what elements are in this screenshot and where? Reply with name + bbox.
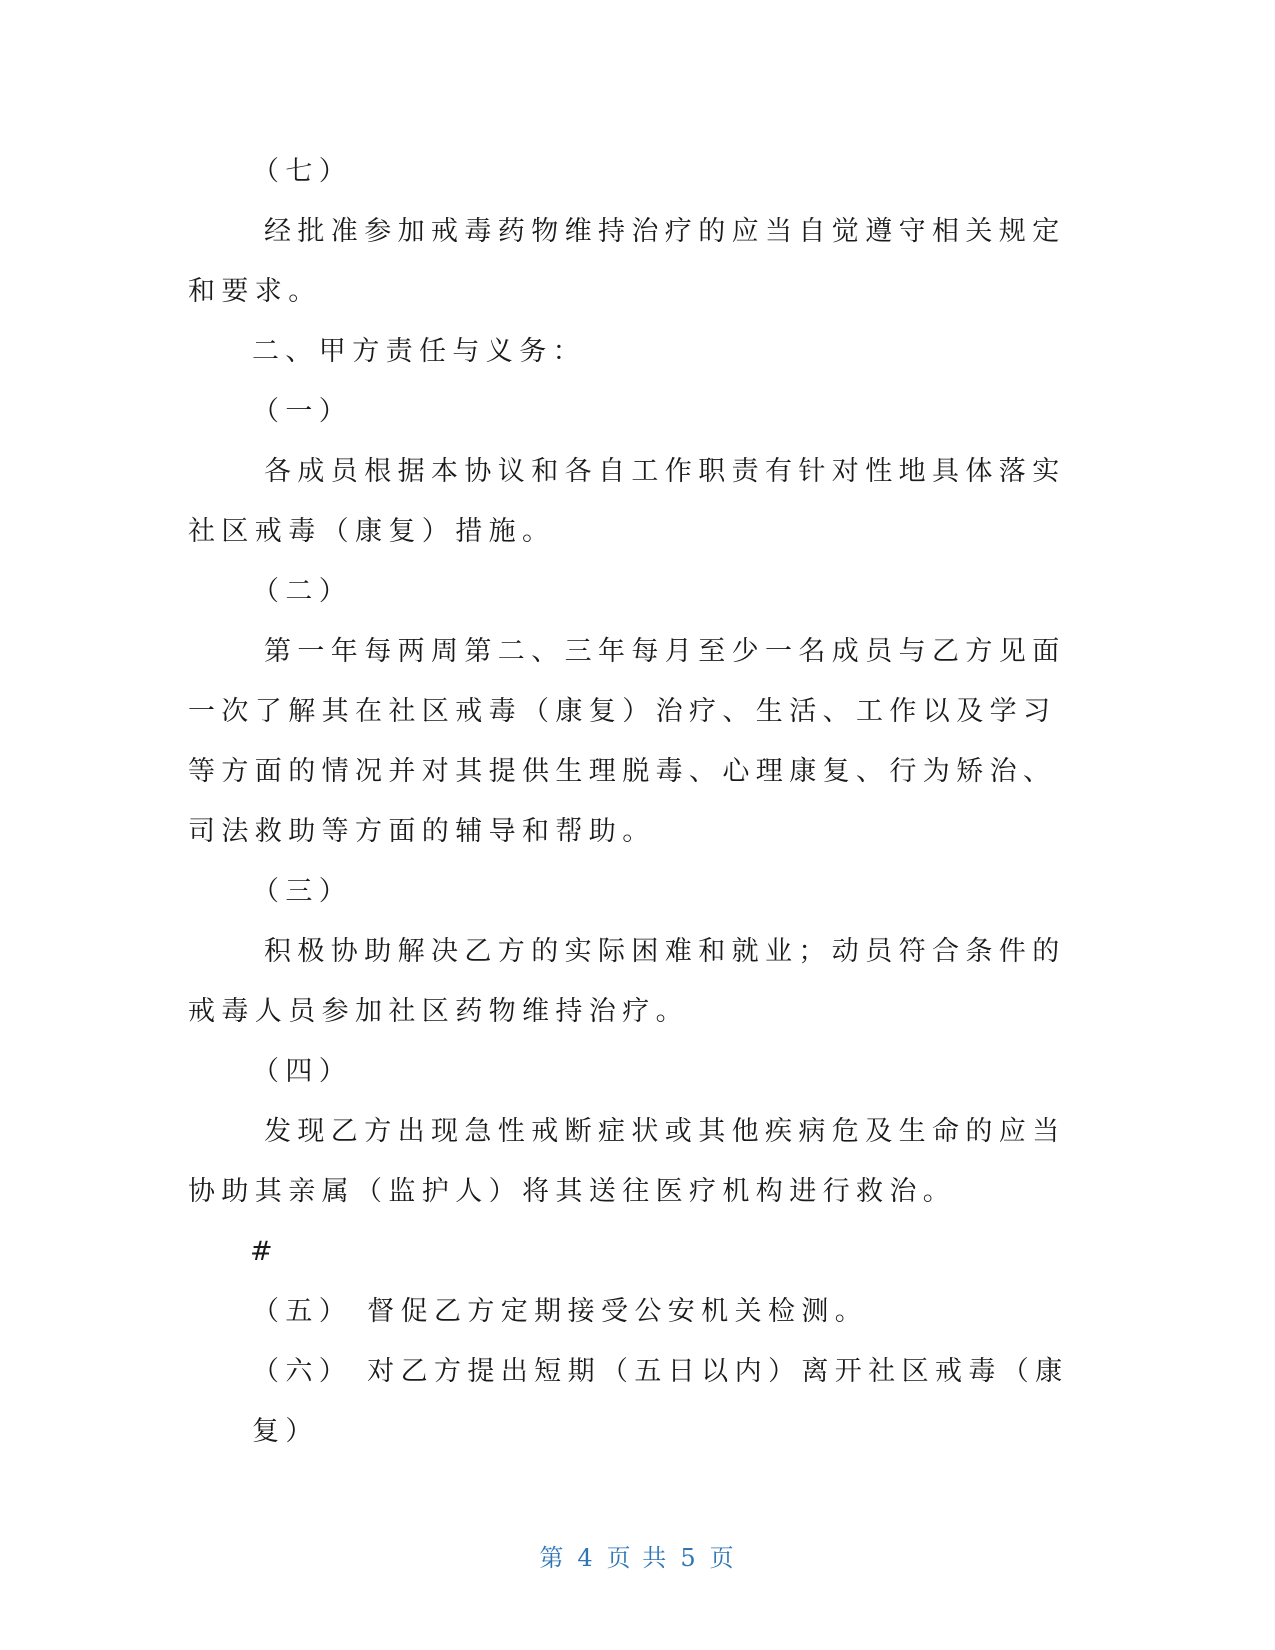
footer-current-page: 4 [577,1544,595,1572]
paragraph-3: 积极协助解决乙方的实际困难和就业；动员符合条件的戒毒人员参加社区药物维持治疗。 [188,936,1066,1027]
footer-middle: 页 共 [606,1544,669,1572]
footer-prefix: 第 [539,1544,566,1572]
section-item-6: （六） 对乙方提出短期（五日以内）离开社区戒毒（康复） [252,1356,1069,1447]
section-marker-4: （四） [252,1056,353,1087]
section-marker-3: （三） [252,876,353,907]
footer-total-pages: 5 [680,1544,698,1572]
paragraph-2: 第一年每两周第二、三年每月至少一名成员与乙方见面一次了解其在社区戒毒（康复）治疗、生活、工作以及学习等方面的情况并对其提供生理脱毒、心理康复、行为矫治、司法救助等方面的辅导和帮助。 [188,636,1066,847]
paragraph-1: 各成员根据本协议和各自工作职责有针对性地具体落实社区戒毒（康复）措施。 [188,456,1066,547]
hash-separator: # [250,1236,273,1267]
section-heading-party-a: 二、甲方责任与义务： [252,336,586,367]
page-footer [0,1538,1275,1573]
document-body [188,142,1088,1462]
footer-suffix: 页 [709,1544,736,1572]
section-marker-7: （七） [252,156,353,187]
paragraph-4: 发现乙方出现急性戒断症状或其他疾病危及生命的应当协助其亲属（监护人）将其送往医疗机构进行救治。 [188,1116,1066,1207]
section-item-5: （五） 督促乙方定期接受公安机关检测。 [252,1296,869,1327]
paragraph-7: 经批准参加戒毒药物维持治疗的应当自觉遵守相关规定和要求。 [188,216,1066,307]
section-marker-2: （二） [252,576,353,607]
section-marker-1: （一） [252,396,353,427]
